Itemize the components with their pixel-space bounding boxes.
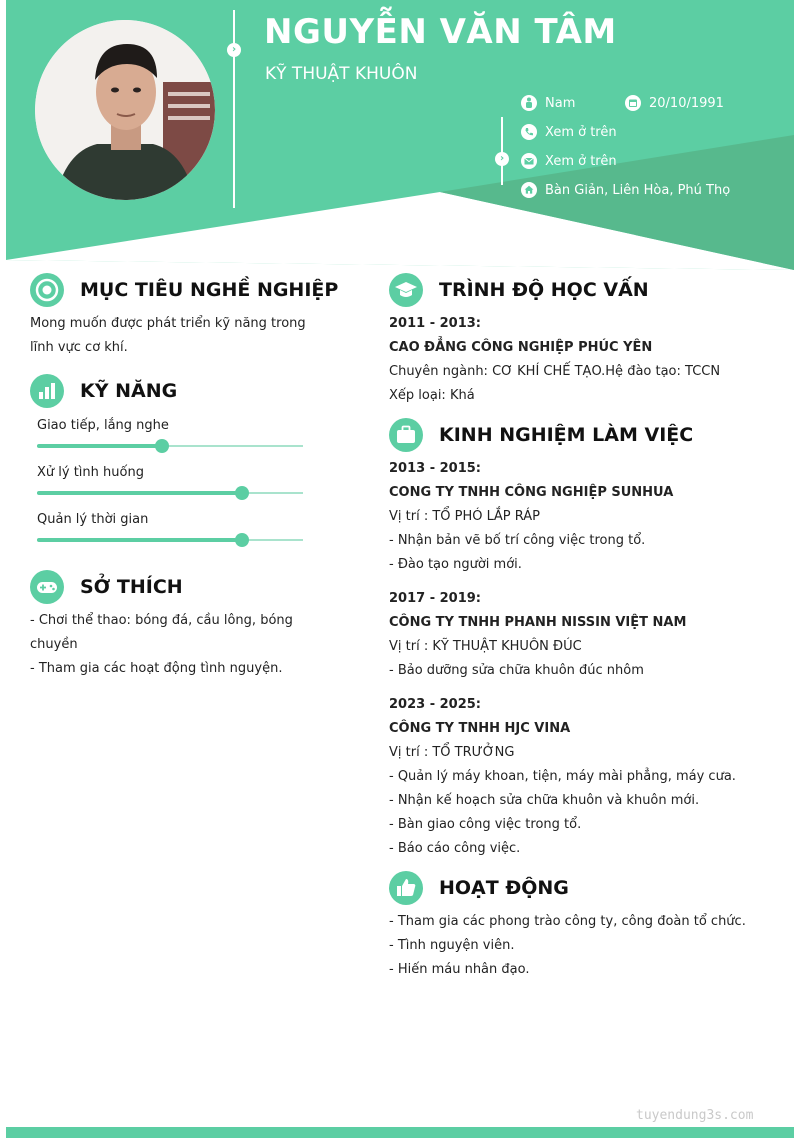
job-position: Vị trí : TỔ PHÓ LẮP RÁP — [389, 509, 540, 524]
hobbies-line-3: - Tham gia các hoạt động tình nguyện. — [30, 661, 283, 676]
address-value: Bàn Giản, Liên Hòa, Phú Thọ — [545, 182, 731, 198]
watermark: tuyendung3s.com — [636, 1108, 754, 1123]
job-task: - Đào tạo người mới. — [389, 557, 522, 572]
skill-level-knob — [235, 533, 249, 547]
user-icon — [521, 95, 537, 111]
skill-level-knob — [235, 486, 249, 500]
birthday-value: 20/10/1991 — [649, 95, 724, 111]
bar-chart-icon — [30, 374, 64, 408]
skill-label: Xử lý tình huống — [37, 465, 144, 480]
skill-label: Quản lý thời gian — [37, 512, 149, 527]
activity-item: - Tình nguyện viên. — [389, 938, 515, 953]
skill-bar-fill — [37, 444, 162, 448]
job-company: CÔNG TY TNHH HJC VINA — [389, 721, 571, 736]
skill-bar-fill — [37, 538, 242, 542]
education-school: CAO ĐẲNG CÔNG NGHIỆP PHÚC YÊN — [389, 340, 653, 355]
activities-title: HOẠT ĐỘNG — [439, 877, 569, 899]
job-task: - Bảo dưỡng sửa chữa khuôn đúc nhôm — [389, 663, 644, 678]
info-birthday — [625, 95, 724, 111]
objective-heading — [30, 273, 338, 307]
activity-item: - Hiến máu nhân đạo. — [389, 962, 530, 977]
activities-heading — [389, 871, 569, 905]
job-task: - Báo cáo công việc. — [389, 841, 521, 856]
job-task: - Nhận kế hoạch sửa chữa khuôn và khuôn mới. — [389, 793, 700, 808]
graduation-cap-icon — [389, 273, 423, 307]
education-title: TRÌNH ĐỘ HỌC VẤN — [439, 279, 649, 301]
chevron-right-icon: › — [495, 152, 509, 166]
job-period: 2017 - 2019: — [389, 591, 482, 606]
job-task: - Quản lý máy khoan, tiện, máy mài phẳng, máy cưa. — [389, 769, 736, 784]
education-period: 2011 - 2013: — [389, 316, 482, 331]
info-phone — [521, 124, 617, 140]
chevron-right-icon: › — [227, 43, 241, 57]
header-divider-right — [501, 117, 503, 185]
job-company: CONG TY TNHH CÔNG NGHIỆP SUNHUA — [389, 485, 674, 500]
briefcase-icon — [389, 418, 423, 452]
info-gender — [521, 95, 575, 111]
gender-value: Nam — [545, 95, 576, 111]
phone-icon — [521, 124, 537, 140]
gamepad-icon — [30, 570, 64, 604]
info-address — [521, 182, 730, 198]
skill-label: Giao tiếp, lắng nghe — [37, 418, 169, 433]
education-grade: Xếp loại: Khá — [389, 388, 475, 403]
hobbies-heading — [30, 570, 183, 604]
job-title: KỸ THUẬT KHUÔN — [265, 64, 418, 84]
home-icon — [521, 182, 537, 198]
hobbies-line-2: chuyền — [30, 637, 78, 652]
hobbies-line-1: - Chơi thể thao: bóng đá, cầu lông, bóng — [30, 613, 293, 628]
envelope-icon — [521, 153, 537, 169]
profile-photo — [35, 20, 215, 200]
job-task: - Nhận bản vẽ bố trí công việc trong tổ. — [389, 533, 646, 548]
job-period: 2013 - 2015: — [389, 461, 482, 476]
job-position: Vị trí : TỔ TRƯỞNG — [389, 745, 515, 760]
candidate-name: NGUYỄN VĂN TÂM — [264, 12, 617, 52]
job-company: CÔNG TY TNHH PHANH NISSIN VIỆT NAM — [389, 615, 687, 630]
experience-heading — [389, 418, 693, 452]
skill-level-knob — [155, 439, 169, 453]
education-major: Chuyên ngành: CƠ KHÍ CHẾ TẠO.Hệ đào tạo: TCCN — [389, 364, 721, 379]
skills-title: KỸ NĂNG — [80, 380, 178, 402]
skill-bar-fill — [37, 491, 242, 495]
target-icon — [30, 273, 64, 307]
objective-line-1: Mong muốn được phát triển kỹ năng trong — [30, 316, 306, 331]
hobbies-title: SỞ THÍCH — [80, 576, 183, 598]
phone-value: Xem ở trên — [545, 124, 617, 140]
info-email — [521, 153, 617, 169]
skills-heading — [30, 374, 177, 408]
objective-title: MỤC TIÊU NGHỀ NGHIỆP — [80, 279, 339, 301]
calendar-icon — [625, 95, 641, 111]
thumbs-up-icon — [389, 871, 423, 905]
experience-title: KINH NGHIỆM LÀM VIỆC — [439, 424, 694, 446]
footer-bar — [6, 1127, 794, 1138]
email-value: Xem ở trên — [545, 153, 617, 169]
header-divider-left — [233, 10, 235, 208]
activity-item: - Tham gia các phong trào công ty, công đoàn tổ chức. — [389, 914, 746, 929]
job-period: 2023 - 2025: — [389, 697, 482, 712]
objective-line-2: lĩnh vực cơ khí. — [30, 340, 128, 355]
job-task: - Bàn giao công việc trong tổ. — [389, 817, 582, 832]
job-position: Vị trí : KỸ THUẬT KHUÔN ĐÚC — [389, 639, 582, 654]
education-heading — [389, 273, 649, 307]
